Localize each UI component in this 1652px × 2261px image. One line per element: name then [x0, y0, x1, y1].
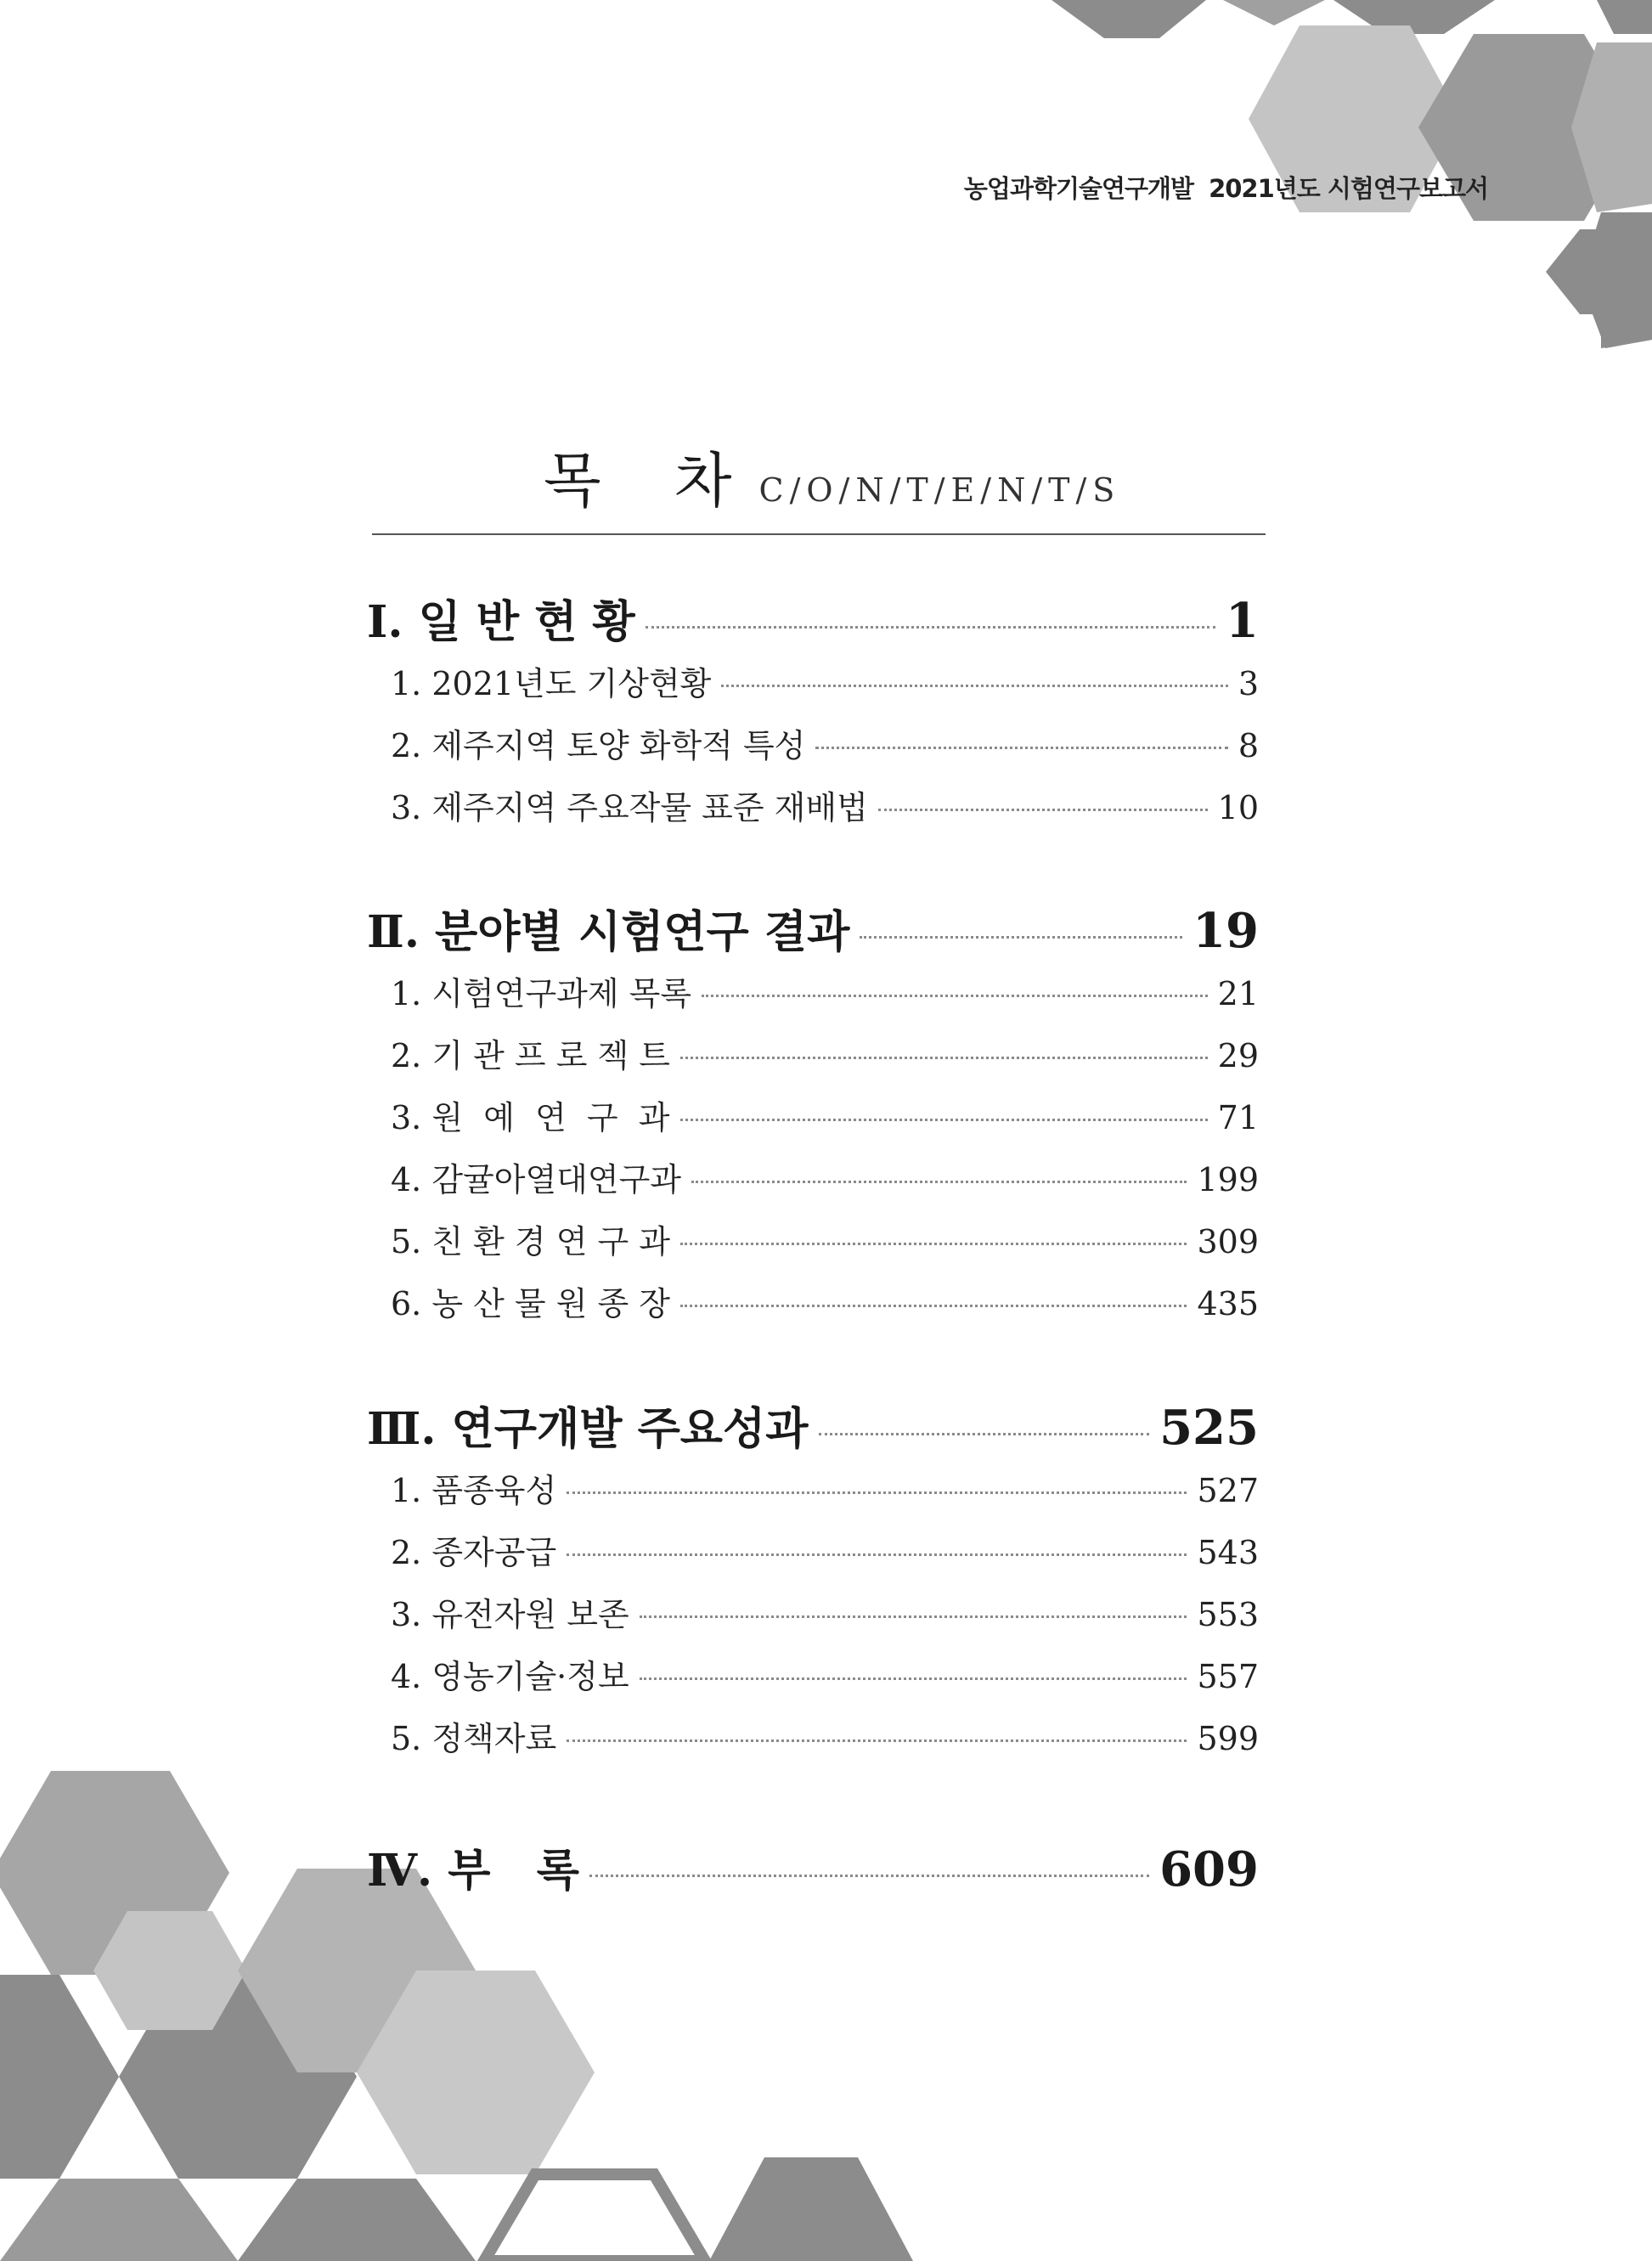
toc-section-2 [367, 896, 1259, 1339]
dot-leader [567, 1491, 1187, 1494]
item-page: 71 [1217, 1099, 1259, 1136]
dot-leader [680, 1243, 1187, 1245]
item-label: 1. 시험연구과제 목록 [391, 975, 692, 1012]
dot-leader [680, 1057, 1208, 1059]
toc-item[interactable] [367, 1215, 1259, 1277]
item-label: 5. 친 환 경 연 구 과 [391, 1223, 670, 1260]
item-label: 2. 종자공급 [391, 1534, 557, 1571]
hexagon-shape [1052, 0, 1206, 38]
section-label: Ⅱ. 분야별 시험연구 결과 [367, 906, 850, 958]
report-header [964, 170, 1488, 205]
toc-item[interactable] [367, 1464, 1259, 1526]
dot-leader [878, 809, 1208, 811]
dot-leader [721, 685, 1227, 687]
dot-leader [680, 1119, 1208, 1121]
item-label: 3. 원 예 연 구 과 [391, 1099, 670, 1136]
item-page: 557 [1197, 1658, 1259, 1695]
toc-item[interactable] [367, 781, 1259, 843]
item-page: 3 [1238, 665, 1259, 702]
toc-section-4 [367, 1835, 1259, 1906]
hexagon-shape [1546, 229, 1652, 314]
item-page: 599 [1197, 1720, 1259, 1757]
dot-leader [646, 626, 1215, 629]
toc-item[interactable] [367, 1712, 1259, 1774]
toc-item[interactable] [367, 657, 1259, 719]
item-label: 2. 제주지역 토양 화학적 특성 [391, 727, 806, 764]
hexagon-shape [0, 2179, 238, 2261]
dot-leader [640, 1677, 1187, 1680]
section-page: 19 [1192, 903, 1259, 959]
toc-item[interactable] [367, 1029, 1259, 1091]
toc-section-1 [367, 586, 1259, 843]
dot-leader [819, 1433, 1150, 1435]
item-label: 4. 영농기술·정보 [391, 1658, 629, 1695]
item-label: 3. 유전자원 보존 [391, 1596, 629, 1633]
dot-leader [815, 747, 1227, 749]
title-divider [372, 533, 1266, 535]
dot-leader [702, 995, 1208, 997]
title-sub: C/O/N/T/E/N/T/S [758, 471, 1121, 509]
header-right-text: 2021년도 시험연구보고서 [1209, 174, 1488, 203]
toc-item[interactable] [367, 1526, 1259, 1588]
contents-title [544, 433, 1120, 519]
hexagon-shape [1597, 0, 1652, 34]
dot-leader [680, 1305, 1187, 1307]
item-page: 435 [1197, 1285, 1259, 1322]
hexagon-shape [1223, 0, 1325, 25]
item-label: 6. 농 산 물 원 종 장 [391, 1285, 670, 1322]
dot-leader [860, 936, 1182, 939]
item-label: 2. 기 관 프 로 젝 트 [391, 1037, 670, 1074]
item-label: 4. 감귤아열대연구과 [391, 1161, 681, 1198]
toc-item[interactable] [367, 1650, 1259, 1712]
item-page: 199 [1197, 1161, 1259, 1198]
item-page: 8 [1238, 727, 1259, 764]
toc-section-heading[interactable] [367, 586, 1259, 657]
item-label: 1. 품종육성 [391, 1472, 557, 1509]
item-label: 1. 2021년도 기상현황 [391, 665, 712, 702]
section-page: 1 [1226, 593, 1259, 649]
hexagon-shape [709, 2157, 913, 2261]
item-page: 29 [1217, 1037, 1259, 1074]
toc-section-heading[interactable] [367, 896, 1259, 967]
toc-item[interactable] [367, 719, 1259, 781]
hexagon-shape [0, 1975, 119, 2179]
section-page: 609 [1159, 1841, 1259, 1897]
toc-section-heading[interactable] [367, 1393, 1259, 1464]
header-left-text: 농업과학기술연구개발 [963, 174, 1194, 203]
item-label: 5. 정책자료 [391, 1720, 557, 1757]
title-main: 목 차 [544, 446, 759, 516]
dot-leader [567, 1739, 1187, 1742]
hexagon-shape [238, 2179, 476, 2261]
item-label: 3. 제주지역 주요작물 표준 재배법 [391, 789, 868, 826]
dot-leader [640, 1615, 1187, 1618]
toc-item[interactable] [367, 1153, 1259, 1215]
item-page: 309 [1197, 1223, 1259, 1260]
item-page: 21 [1217, 975, 1259, 1012]
item-page: 553 [1197, 1596, 1259, 1633]
item-page: 543 [1197, 1534, 1259, 1571]
toc-section-3 [367, 1393, 1259, 1774]
dot-leader [589, 1875, 1149, 1877]
section-label: Ⅰ. 일 반 현 황 [367, 596, 635, 648]
toc-item[interactable] [367, 1277, 1259, 1339]
toc-item[interactable] [367, 1091, 1259, 1153]
toc-item[interactable] [367, 1588, 1259, 1650]
item-page: 527 [1197, 1472, 1259, 1509]
dot-leader [567, 1553, 1187, 1556]
section-label: Ⅲ. 연구개발 주요성과 [367, 1403, 809, 1455]
item-page: 10 [1217, 789, 1259, 826]
hexagon-shape [484, 2174, 705, 2261]
toc-item[interactable] [367, 967, 1259, 1029]
dot-leader [691, 1181, 1187, 1183]
section-page: 525 [1159, 1400, 1259, 1456]
section-label: Ⅳ. 부 록 [367, 1845, 579, 1897]
toc-section-heading[interactable] [367, 1835, 1259, 1906]
